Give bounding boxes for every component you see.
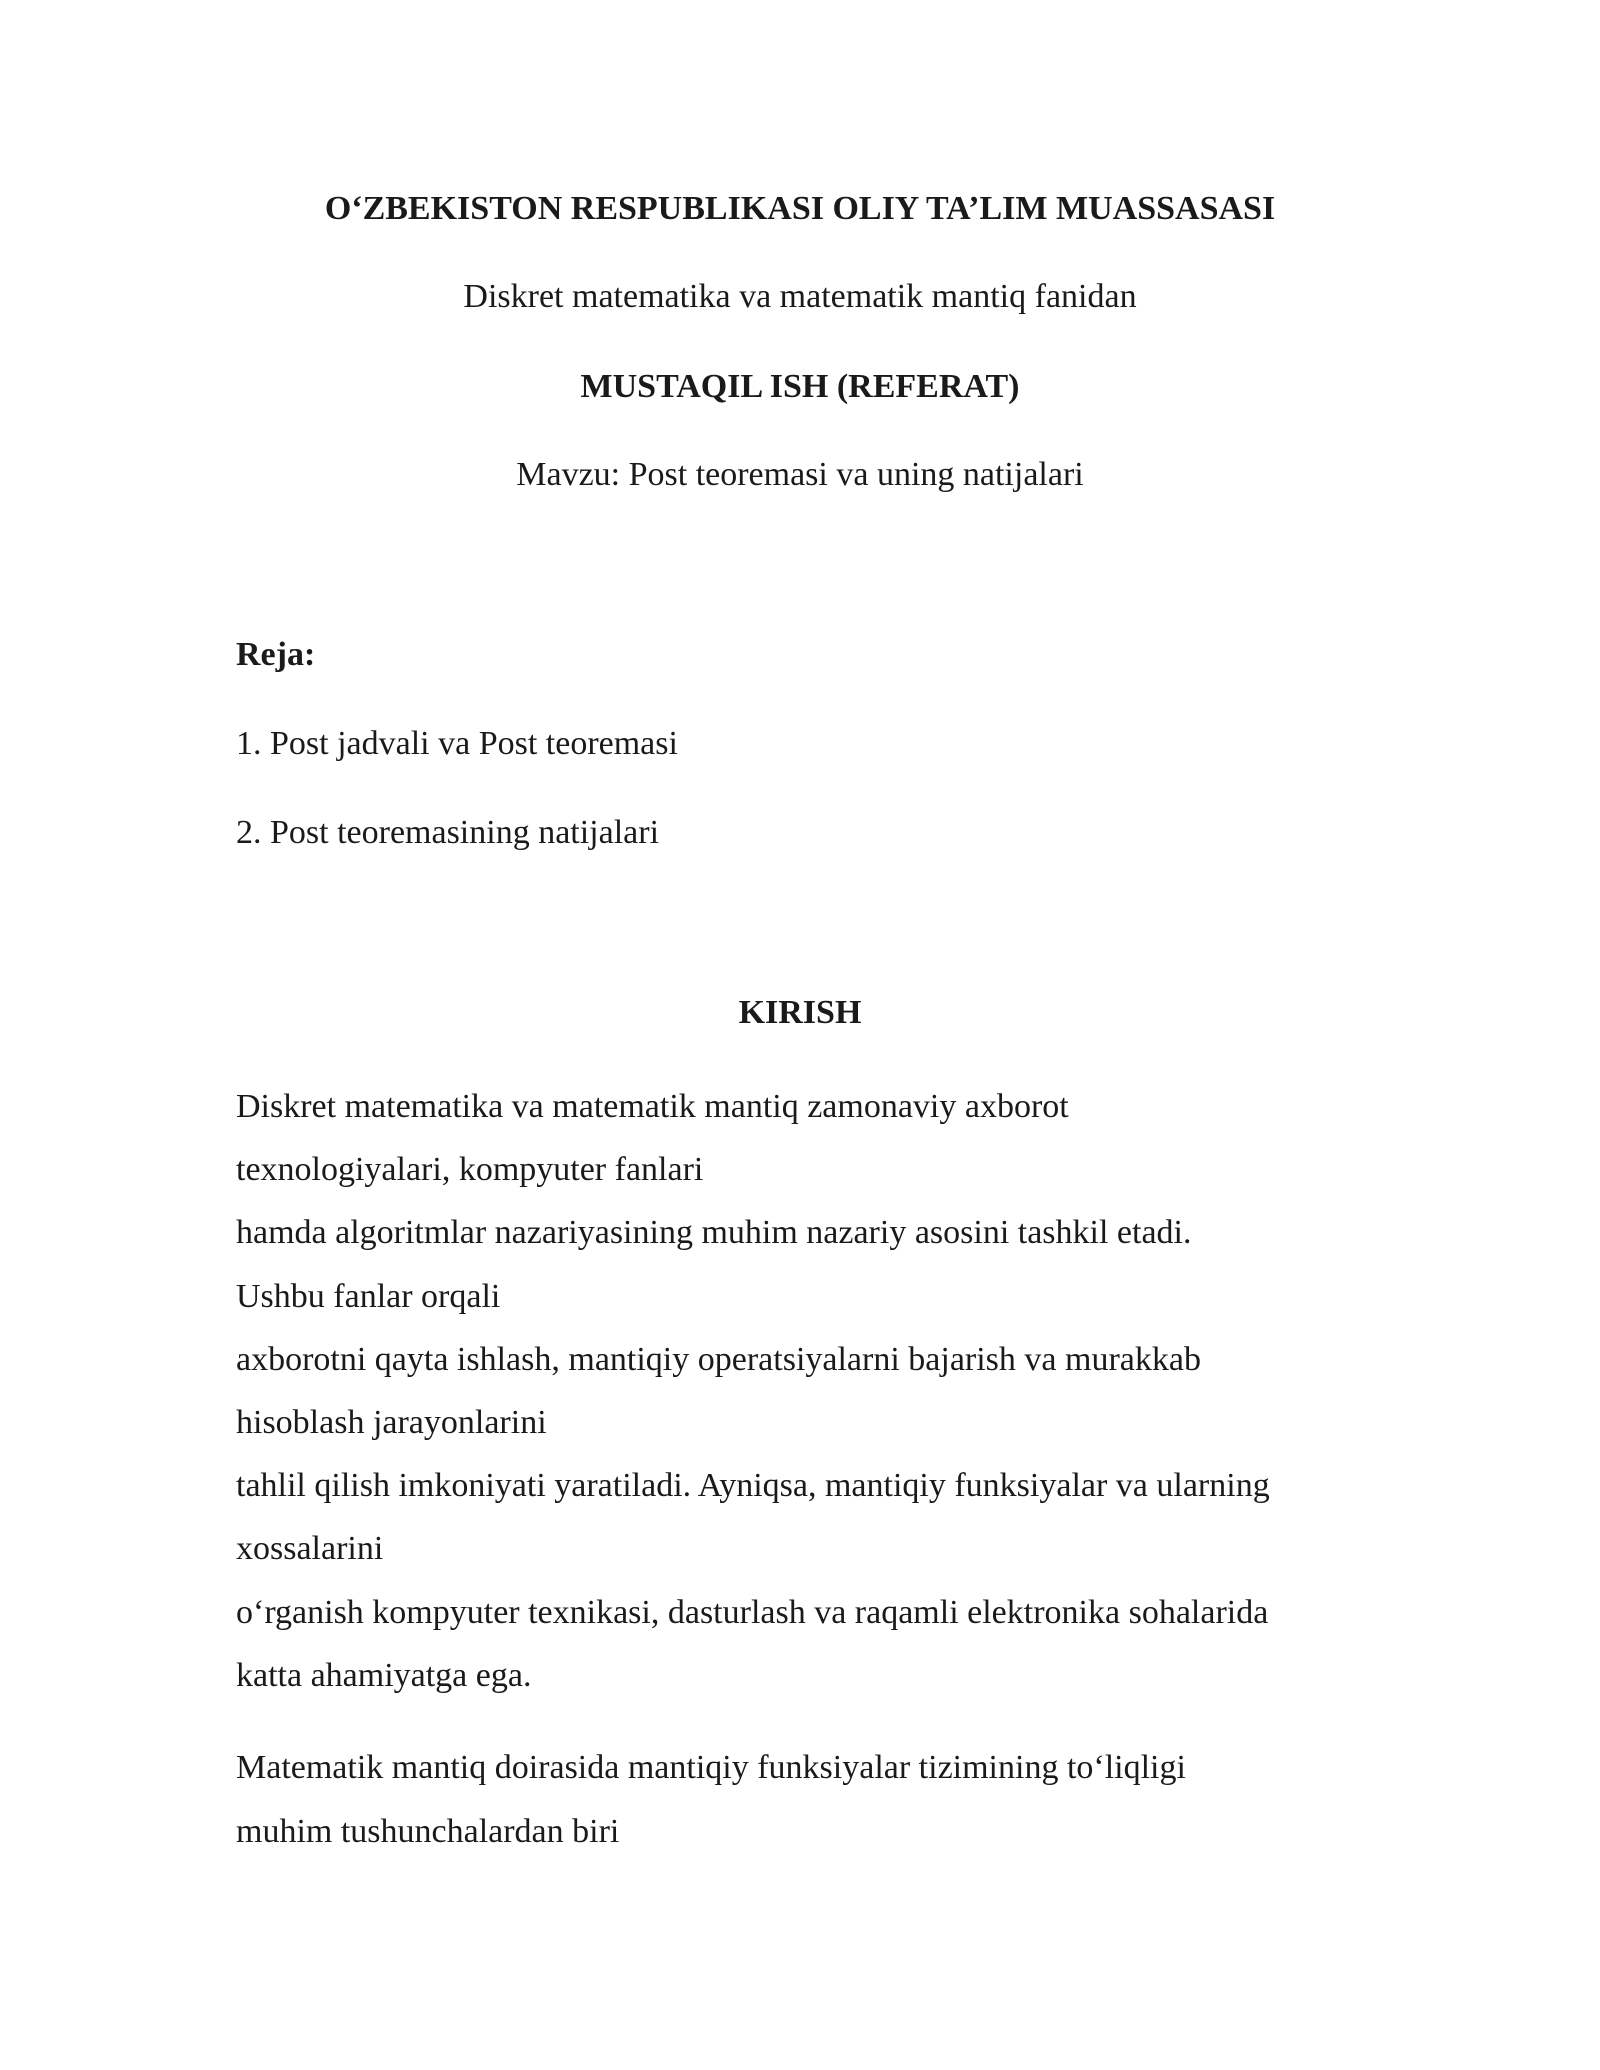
- paragraph-line: Matematik mantiq doirasida mantiqiy funksiyalar tizimining to‘liqligi: [236, 1749, 1186, 1786]
- paragraph-line: Ushbu fanlar orqali: [236, 1277, 501, 1315]
- paragraph-line: hamda algoritmlar nazariyasining muhim nazariy asosini tashkil etadi.: [236, 1214, 1192, 1252]
- intro-heading: KIRISH: [738, 994, 862, 1031]
- intro-paragraph-1: [236, 1083, 1270, 1715]
- paragraph-line: texnologiyalari, kompyuter fanlari: [236, 1151, 704, 1189]
- plan-item: 2. Post teoremasining natijalari: [236, 814, 660, 851]
- plan-heading: Reja:: [236, 636, 316, 673]
- topic-line: Mavzu: Post teoremasi va uning natijalari: [516, 456, 1084, 493]
- paragraph-line: o‘rganish kompyuter texnikasi, dasturlash va raqamli elektronika sohalarida: [236, 1593, 1269, 1631]
- paragraph-line: axborotni qayta ishlash, mantiqiy operatsiyalarni bajarish va murakkab: [236, 1340, 1201, 1378]
- intro-paragraph-2: [236, 1744, 1186, 1871]
- work-type-title: MUSTAQIL ISH (REFERAT): [580, 368, 1020, 405]
- paragraph-line: muhim tushunchalardan biri: [236, 1812, 620, 1850]
- paragraph-line: hisoblash jarayonlarini: [236, 1403, 547, 1441]
- paragraph-line: Diskret matematika va matematik mantiq zamonaviy axborot: [236, 1088, 1069, 1125]
- subject-line: Diskret matematika va matematik mantiq fanidan: [463, 278, 1137, 315]
- plan-item: 1. Post jadvali va Post teoremasi: [236, 725, 678, 762]
- paragraph-line: katta ahamiyatga ega.: [236, 1656, 532, 1694]
- institution-title: O‘ZBEKISTON RESPUBLIKASI OLIY TA’LIM MUASSASASI: [324, 190, 1276, 227]
- paragraph-line: xossalarini: [236, 1530, 384, 1568]
- paragraph-line: tahlil qilish imkoniyati yaratiladi. Ayniqsa, mantiqiy funksiyalar va ularning: [236, 1467, 1270, 1505]
